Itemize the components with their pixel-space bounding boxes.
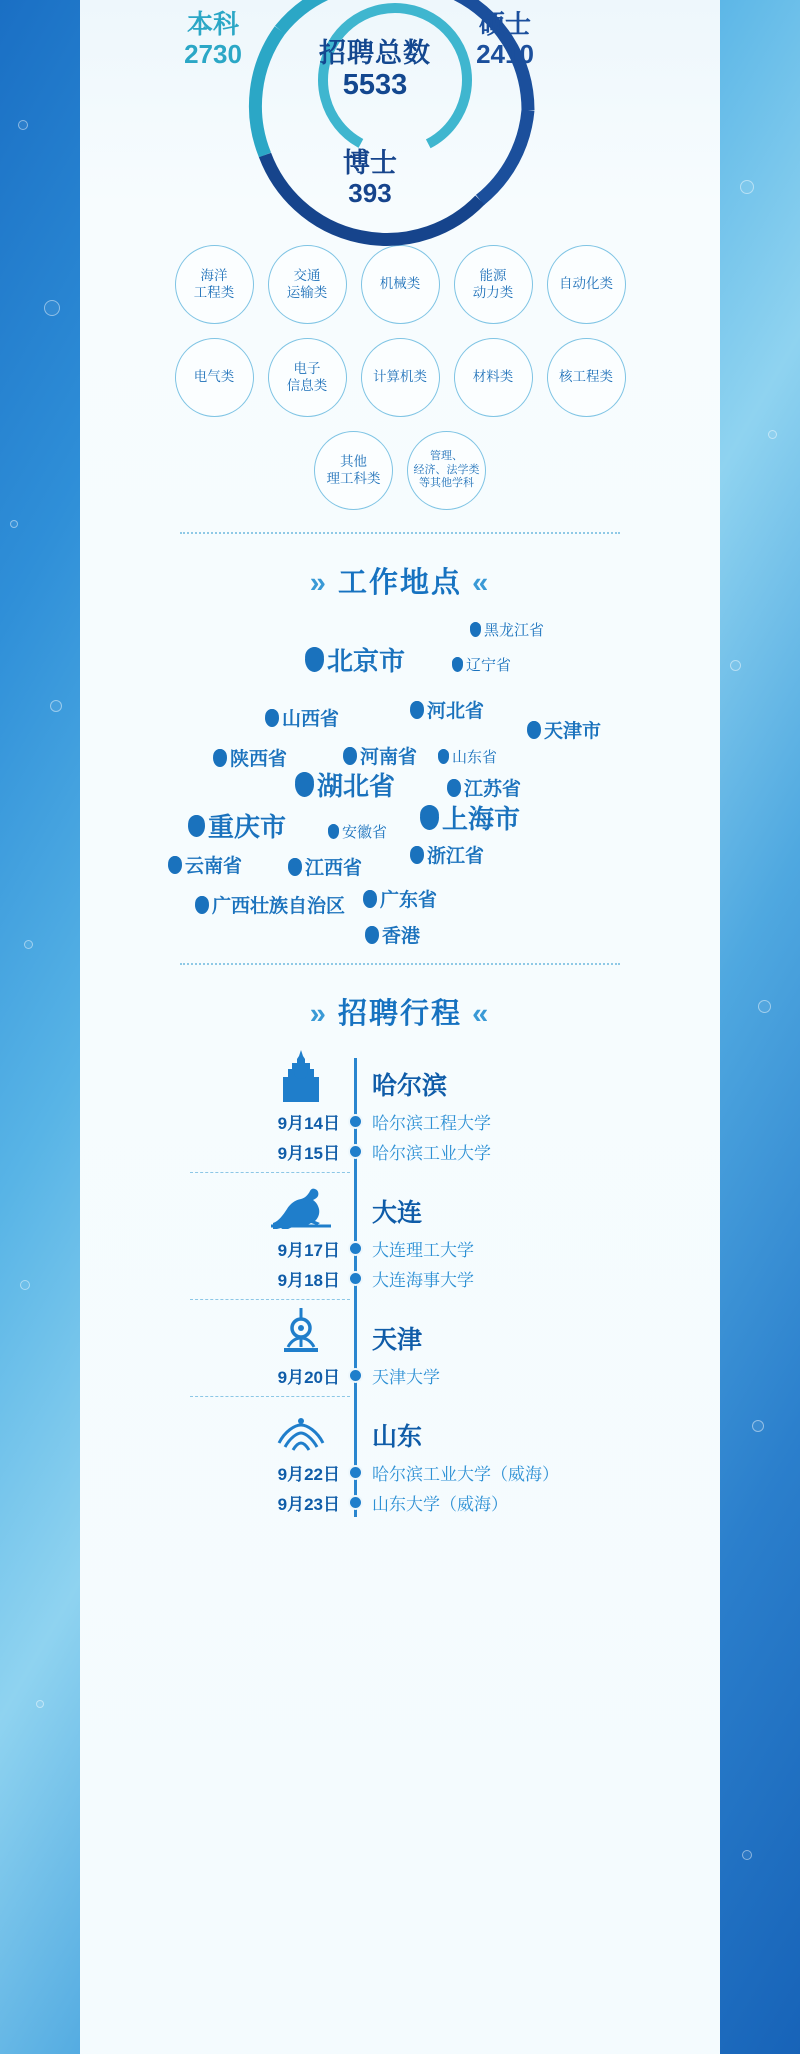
schedule-row[interactable] [80, 1360, 720, 1390]
city-name: 大连 [372, 1199, 423, 1227]
city-divider [190, 1299, 350, 1300]
location-label: 香港 [382, 926, 421, 947]
location-label: 陕西省 [230, 749, 288, 770]
map-pin-icon [365, 926, 379, 944]
donut-segment-master [450, 10, 560, 70]
bubble-decoration [18, 120, 28, 130]
bubble-decoration [730, 660, 741, 671]
schedule-row[interactable] [80, 1136, 720, 1166]
map-pin-icon [447, 779, 461, 797]
city-divider [190, 1172, 350, 1173]
section-divider [180, 532, 620, 534]
work-location-map [80, 611, 720, 947]
bubble-decoration [752, 1420, 764, 1432]
schedule-row[interactable] [80, 1106, 720, 1136]
timeline-dot [348, 1271, 363, 1286]
bubble-decoration [36, 1700, 44, 1708]
location-item[interactable] [527, 716, 601, 743]
major-label: 管理、 经济、法学类 等其他学科 [413, 450, 480, 490]
location-label: 江西省 [305, 858, 363, 879]
major-label: 其他 理工科类 [326, 453, 381, 486]
infographic-card [80, 0, 720, 2054]
major-label: 材料类 [472, 369, 514, 385]
section-divider [180, 963, 620, 965]
major-label: 海洋 工程类 [193, 267, 235, 300]
location-item[interactable] [452, 654, 511, 675]
location-item[interactable] [438, 746, 497, 767]
work-location-heading [80, 560, 720, 601]
segment-label: 博士 [343, 148, 397, 178]
city-name: 天津 [372, 1326, 423, 1354]
major-label: 电子 信息类 [286, 360, 328, 393]
bubble-decoration [20, 1280, 30, 1290]
schedule-university: 大连理工大学 [372, 1240, 474, 1260]
map-pin-icon [265, 709, 279, 727]
location-item[interactable] [328, 821, 387, 842]
location-label: 云南省 [185, 856, 243, 877]
map-pin-icon [470, 622, 481, 637]
chevron-left-glyph: » [309, 567, 328, 599]
total-label: 招聘总数 [319, 38, 431, 68]
chevron-right-glyph: « [472, 567, 491, 599]
schedule-row[interactable] [80, 1457, 720, 1487]
segment-label: 硕士 [478, 9, 531, 39]
schedule-university: 山东大学（威海） [372, 1494, 508, 1514]
schedule-row[interactable] [80, 1263, 720, 1293]
location-item[interactable] [265, 704, 339, 731]
donut-total [285, 38, 465, 102]
major-circle[interactable] [175, 338, 254, 417]
location-label: 重庆市 [208, 812, 287, 842]
schedule-university: 大连海事大学 [372, 1270, 474, 1290]
timeline-city-block [80, 1050, 720, 1166]
schedule-heading [80, 991, 720, 1032]
bubble-decoration [758, 1000, 771, 1013]
major-circle[interactable] [268, 245, 347, 324]
location-label: 山西省 [282, 709, 340, 730]
major-circle[interactable] [454, 245, 533, 324]
major-circle[interactable] [454, 338, 533, 417]
map-pin-icon [328, 824, 339, 839]
location-item[interactable] [470, 619, 544, 640]
location-label: 黑龙江省 [484, 622, 545, 639]
bubble-decoration [768, 430, 777, 439]
location-label: 河南省 [360, 747, 418, 768]
donut-segment-bachelor [158, 10, 268, 70]
schedule-date: 9月15日 [277, 1143, 340, 1163]
timeline-dot [348, 1495, 363, 1510]
location-item[interactable] [363, 885, 437, 912]
city-name: 哈尔滨 [372, 1072, 448, 1100]
location-label: 北京市 [327, 646, 406, 676]
schedule-row[interactable] [80, 1233, 720, 1263]
major-circle[interactable] [547, 338, 626, 417]
location-label: 广东省 [380, 890, 438, 911]
location-label: 安徽省 [342, 824, 388, 841]
bubble-decoration [742, 1850, 752, 1860]
map-pin-icon [452, 657, 463, 672]
location-item[interactable] [295, 766, 395, 803]
bubble-decoration [50, 700, 62, 712]
schedule-university: 天津大学 [372, 1367, 440, 1387]
map-pin-icon [438, 749, 449, 764]
recruitment-timeline [80, 1042, 720, 1517]
major-circle[interactable] [361, 245, 440, 324]
shandong-wave-icon [260, 1401, 342, 1453]
major-label: 自动化类 [559, 276, 613, 292]
map-pin-icon [288, 858, 302, 876]
schedule-university: 哈尔滨工程大学 [372, 1113, 491, 1133]
location-item[interactable] [188, 807, 286, 844]
city-divider [190, 1396, 350, 1397]
timeline-dot [348, 1465, 363, 1480]
location-item[interactable] [195, 891, 345, 918]
schedule-university: 哈尔滨工业大学 [372, 1143, 491, 1163]
map-pin-icon [410, 701, 424, 719]
location-label: 河北省 [427, 701, 485, 722]
bubble-decoration [24, 940, 33, 949]
location-label: 湖北省 [317, 771, 396, 801]
major-label: 电气类 [193, 369, 235, 385]
map-pin-icon [410, 846, 424, 864]
segment-value: 2410 [476, 38, 534, 69]
chevron-left-glyph: » [309, 998, 328, 1030]
tianjin-tower-icon [260, 1304, 342, 1356]
map-pin-icon [363, 890, 377, 908]
location-item[interactable] [365, 921, 420, 948]
map-pin-icon [420, 805, 439, 830]
timeline-dot [348, 1144, 363, 1159]
major-circle[interactable] [407, 431, 486, 510]
major-row-3 [80, 431, 720, 510]
major-label: 机械类 [379, 276, 421, 292]
location-label: 广西壮族自治区 [212, 896, 346, 917]
location-item[interactable] [447, 774, 521, 801]
major-label: 计算机类 [373, 369, 427, 385]
donut-segment-doctor [300, 148, 440, 209]
chevron-right-glyph: « [472, 998, 491, 1030]
map-pin-icon [195, 896, 209, 914]
section-title: 招聘行程 [337, 998, 462, 1030]
major-row-2 [80, 338, 720, 417]
schedule-date: 9月20日 [277, 1367, 340, 1387]
segment-value: 2730 [184, 38, 242, 69]
location-item[interactable] [168, 851, 242, 878]
segment-value: 393 [348, 178, 392, 209]
location-label: 天津市 [544, 721, 602, 742]
schedule-date: 9月18日 [277, 1270, 340, 1290]
section-title: 工作地点 [337, 567, 462, 599]
location-label: 山东省 [452, 749, 498, 766]
major-circle[interactable] [268, 338, 347, 417]
location-item[interactable] [305, 641, 405, 678]
schedule-date: 9月17日 [277, 1240, 340, 1260]
timeline-dot [348, 1114, 363, 1129]
total-value: 5533 [342, 69, 408, 102]
dalian-horse-icon [260, 1177, 342, 1229]
schedule-date: 9月22日 [277, 1464, 340, 1484]
major-label: 能源 动力类 [472, 267, 514, 300]
timeline-city-block [80, 1304, 720, 1390]
bubble-decoration [10, 520, 18, 528]
map-pin-icon [343, 747, 357, 765]
major-categories [80, 235, 720, 510]
major-row-1 [80, 245, 720, 324]
schedule-row[interactable] [80, 1487, 720, 1517]
location-label: 上海市 [442, 804, 521, 834]
major-label: 核工程类 [559, 369, 613, 385]
location-item[interactable] [213, 744, 287, 771]
major-circle[interactable] [361, 338, 440, 417]
timeline-dot [348, 1368, 363, 1383]
timeline-city-block [80, 1177, 720, 1293]
bubble-decoration [44, 300, 60, 316]
map-pin-icon [188, 815, 205, 837]
map-pin-icon [168, 856, 182, 874]
major-circle[interactable] [175, 245, 254, 324]
major-label: 交通 运输类 [286, 267, 328, 300]
location-item[interactable] [343, 742, 417, 769]
major-circle[interactable] [314, 431, 393, 510]
timeline-dot [348, 1241, 363, 1256]
schedule-date: 9月14日 [277, 1113, 340, 1133]
location-item[interactable] [288, 853, 362, 880]
location-item[interactable] [410, 841, 484, 868]
segment-label: 本科 [186, 9, 239, 39]
major-circle[interactable] [547, 245, 626, 324]
map-pin-icon [305, 647, 324, 672]
timeline-city-block [80, 1401, 720, 1517]
location-label: 辽宁省 [466, 657, 512, 674]
location-label: 江苏省 [464, 779, 522, 800]
location-label: 浙江省 [427, 846, 485, 867]
location-item[interactable] [420, 799, 520, 836]
bubble-decoration [740, 180, 754, 194]
schedule-date: 9月23日 [277, 1494, 340, 1514]
map-pin-icon [295, 772, 314, 797]
city-name: 山东 [372, 1423, 423, 1451]
harbin-church-icon [260, 1050, 342, 1102]
location-item[interactable] [410, 696, 484, 723]
schedule-university: 哈尔滨工业大学（威海） [372, 1464, 559, 1484]
map-pin-icon [527, 721, 541, 739]
recruitment-total-donut [80, 0, 720, 235]
map-pin-icon [213, 749, 227, 767]
